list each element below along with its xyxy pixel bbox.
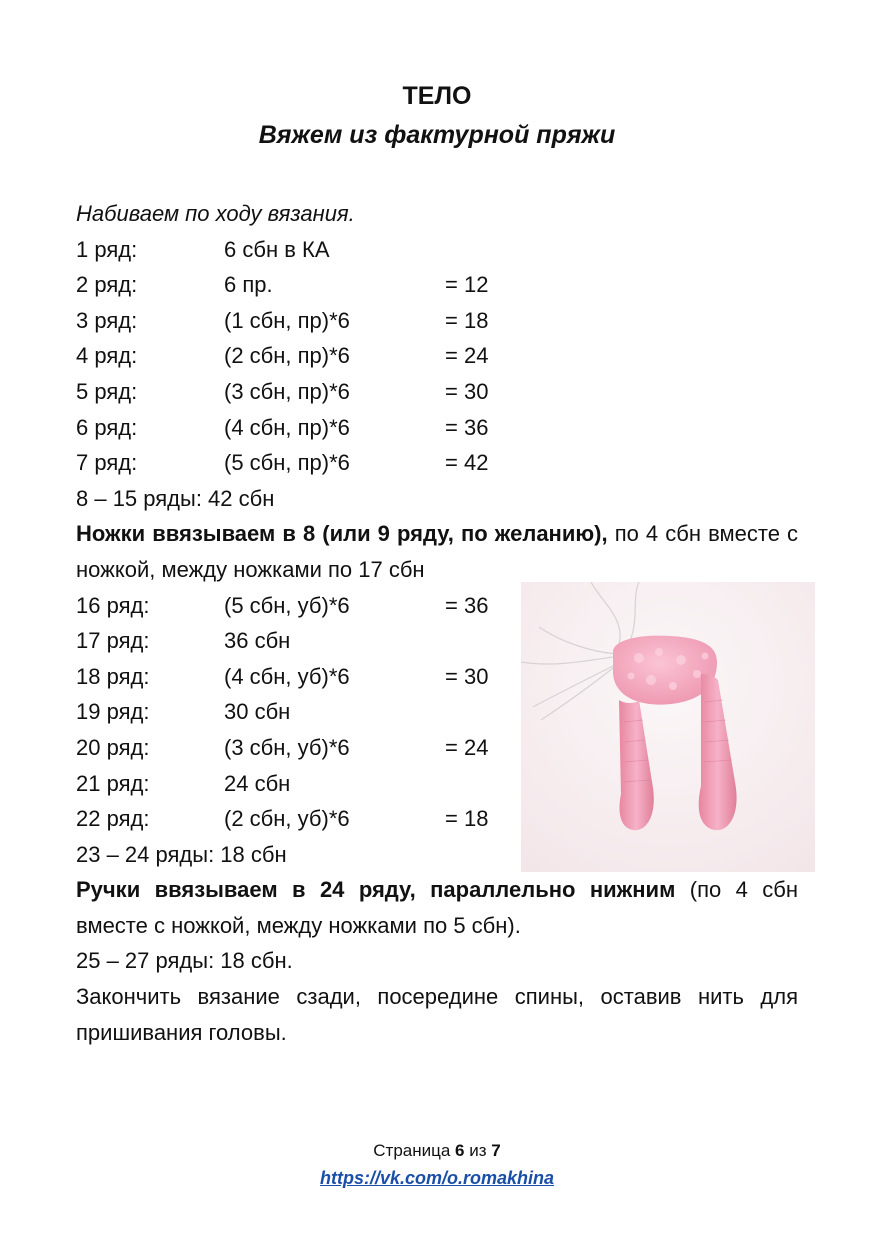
page-current: 6 (455, 1141, 465, 1160)
row-stitches: 6 пр. (224, 272, 273, 298)
row-total: = 18 (445, 806, 489, 832)
page-total: 7 (491, 1141, 501, 1160)
row-total: = 12 (445, 272, 489, 298)
row-stitches: (2 сбн, пр)*6 (224, 343, 350, 369)
row-total: = 42 (445, 450, 489, 476)
row-number: 4 ряд: (76, 343, 138, 369)
row-number: 16 ряд: (76, 592, 150, 618)
row-total: = 30 (445, 663, 489, 689)
row-stitches: (3 сбн, пр)*6 (224, 378, 350, 404)
crochet-body-photo (521, 582, 815, 872)
row-stitches: (5 сбн, пр)*6 (224, 450, 350, 476)
row-number: 1 ряд: (76, 236, 138, 262)
arms-text: (по 4 сбн вместе с ножкой, между ножками по 5 сбн). (76, 877, 799, 938)
page-title: ТЕЛО (402, 82, 472, 110)
row-total: = 24 (445, 343, 489, 369)
vk-link[interactable]: https://vk.com/o.romakhina (319, 1168, 555, 1188)
row-total: = 18 (445, 307, 489, 333)
finish-paragraph: Закончить вязание сзади, посередине спины, оставив нить для пришивания головы. (76, 984, 798, 1045)
row-total: = 36 (445, 592, 489, 618)
row-stitches: (1 сбн, пр)*6 (224, 307, 350, 333)
arms-bold-text: Ручки ввязываем в 24 ряду, параллельно нижним (76, 877, 676, 903)
row-table-a (76, 232, 798, 481)
photo-background (521, 582, 815, 872)
row-total: = 30 (445, 378, 489, 404)
row-number: 6 ряд: (76, 414, 138, 440)
row-total: = 24 (445, 734, 489, 760)
pattern-row (76, 410, 798, 446)
row-stitches: 36 сбн (224, 628, 291, 654)
row-stitches: (2 сбн, уб)*6 (224, 806, 350, 832)
row-number: 3 ряд: (76, 307, 138, 333)
row-stitches: (3 сбн, уб)*6 (224, 734, 350, 760)
row-number: 2 ряд: (76, 272, 138, 298)
pattern-row (76, 303, 798, 339)
row-stitches: 6 сбн в КА (224, 236, 330, 262)
footer-link-container (0, 1168, 874, 1189)
row-stitches: (5 сбн, уб)*6 (224, 592, 350, 618)
stuffing-note: Набиваем по ходу вязания. (76, 201, 355, 226)
pattern-row (76, 267, 798, 303)
pattern-row (76, 374, 798, 410)
rows-25-27: 25 – 27 ряды: 18 сбн. (76, 948, 293, 974)
row-total: = 36 (445, 414, 489, 440)
row-number: 21 ряд: (76, 770, 150, 796)
pattern-row (76, 338, 798, 374)
legs-text: по 4 сбн вместе с ножкой, между ножками по 17 сбн (76, 521, 799, 582)
row-number: 19 ряд: (76, 699, 150, 725)
row-number: 7 ряд: (76, 450, 138, 476)
row-stitches: 24 сбн (224, 770, 291, 796)
row-number: 22 ряд: (76, 806, 150, 832)
page-of: из (464, 1141, 492, 1160)
page-subtitle: Вяжем из фактурной пряжи (258, 121, 616, 149)
pattern-row (76, 445, 798, 481)
legs-bold-text: Ножки ввязываем в 8 (или 9 ряду, по желанию), (76, 521, 608, 547)
page-counter (0, 1141, 874, 1161)
rows-23-24: 23 – 24 ряды: 18 сбн (76, 841, 287, 867)
page-prefix: Страница (373, 1141, 456, 1160)
row-number: 18 ряд: (76, 663, 150, 689)
pattern-row (76, 232, 798, 268)
row-number: 20 ряд: (76, 734, 150, 760)
legs-paragraph (76, 516, 798, 587)
row-number: 5 ряд: (76, 378, 138, 404)
arms-paragraph (76, 872, 798, 943)
rows-8-15: 8 – 15 ряды: 42 сбн (76, 485, 275, 511)
row-number: 17 ряд: (76, 628, 150, 654)
row-stitches: (4 сбн, уб)*6 (224, 663, 350, 689)
row-stitches: (4 сбн, пр)*6 (224, 414, 350, 440)
row-stitches: 30 сбн (224, 699, 291, 725)
